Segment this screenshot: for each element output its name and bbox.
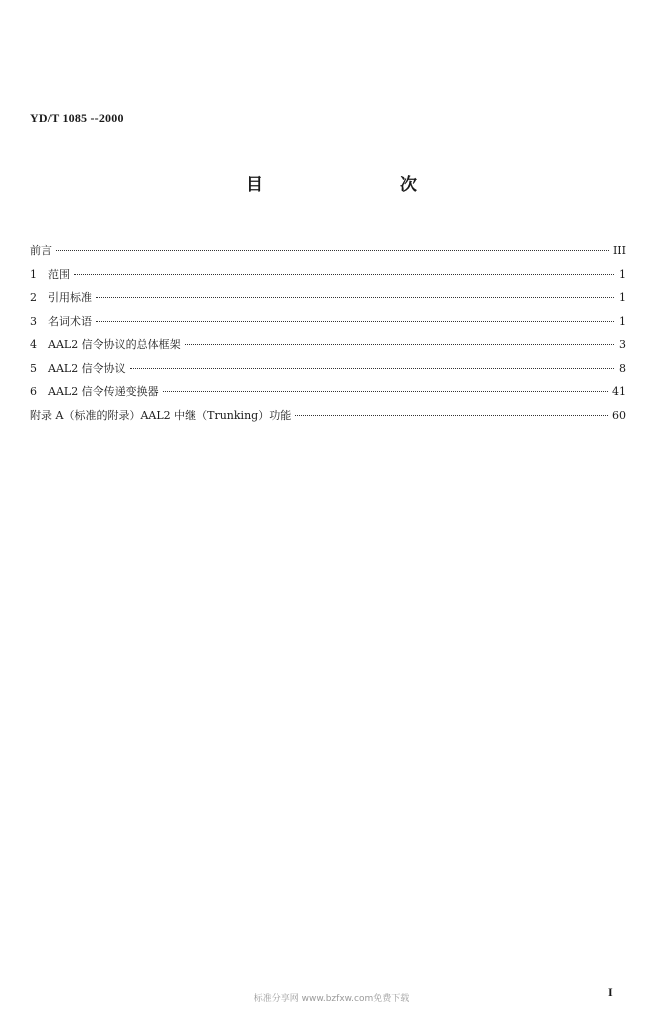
- toc-leader-dots: [74, 274, 614, 275]
- toc-entry-page: 3: [619, 338, 626, 351]
- table-of-contents: [30, 242, 626, 430]
- toc-entry-label: 5 AAL2 信令协议: [30, 361, 126, 375]
- toc-entry[interactable]: [30, 289, 626, 313]
- toc-entry-page: 41: [612, 385, 626, 398]
- toc-entry[interactable]: [30, 383, 626, 407]
- toc-entry-label: 4 AAL2 信令协议的总体框架: [30, 338, 181, 351]
- page-number: I: [608, 985, 613, 999]
- toc-leader-dots: [185, 344, 614, 345]
- page-title: 目 次: [246, 175, 477, 195]
- toc-entry-label: 2 引用标准: [30, 291, 92, 304]
- toc-entry-page: 1: [619, 267, 626, 281]
- toc-entry-page: III: [612, 244, 626, 257]
- toc-entry-page: 1: [619, 291, 626, 304]
- toc-leader-dots: [96, 297, 614, 298]
- toc-leader-dots: [96, 321, 614, 322]
- toc-entry-page: 8: [619, 361, 626, 375]
- toc-entry-label: 前言: [30, 244, 52, 257]
- toc-leader-dots: [295, 415, 608, 416]
- toc-entry[interactable]: [30, 407, 626, 431]
- toc-leader-dots: [56, 250, 609, 251]
- toc-entry-page: 60: [612, 408, 626, 422]
- watermark: 标准分享网 www.bzfxw.com免费下载: [253, 994, 410, 1004]
- toc-entry[interactable]: [30, 360, 626, 384]
- toc-entry[interactable]: [30, 266, 626, 290]
- toc-entry-page: 1: [619, 314, 626, 328]
- standard-code: YD/T 1085 --2000: [30, 111, 124, 125]
- toc-entry-label: 1 范围: [30, 267, 70, 281]
- toc-entry[interactable]: [30, 242, 626, 266]
- toc-entry-label: 6 AAL2 信令传递变换器: [30, 385, 159, 398]
- toc-entry[interactable]: [30, 336, 626, 360]
- toc-leader-dots: [130, 368, 614, 369]
- toc-entry[interactable]: [30, 313, 626, 337]
- toc-entry-label: 3 名词术语: [30, 314, 92, 328]
- toc-entry-label: 附录 A（标准的附录）AAL2 中继（Trunking）功能: [30, 408, 292, 422]
- toc-leader-dots: [163, 391, 608, 392]
